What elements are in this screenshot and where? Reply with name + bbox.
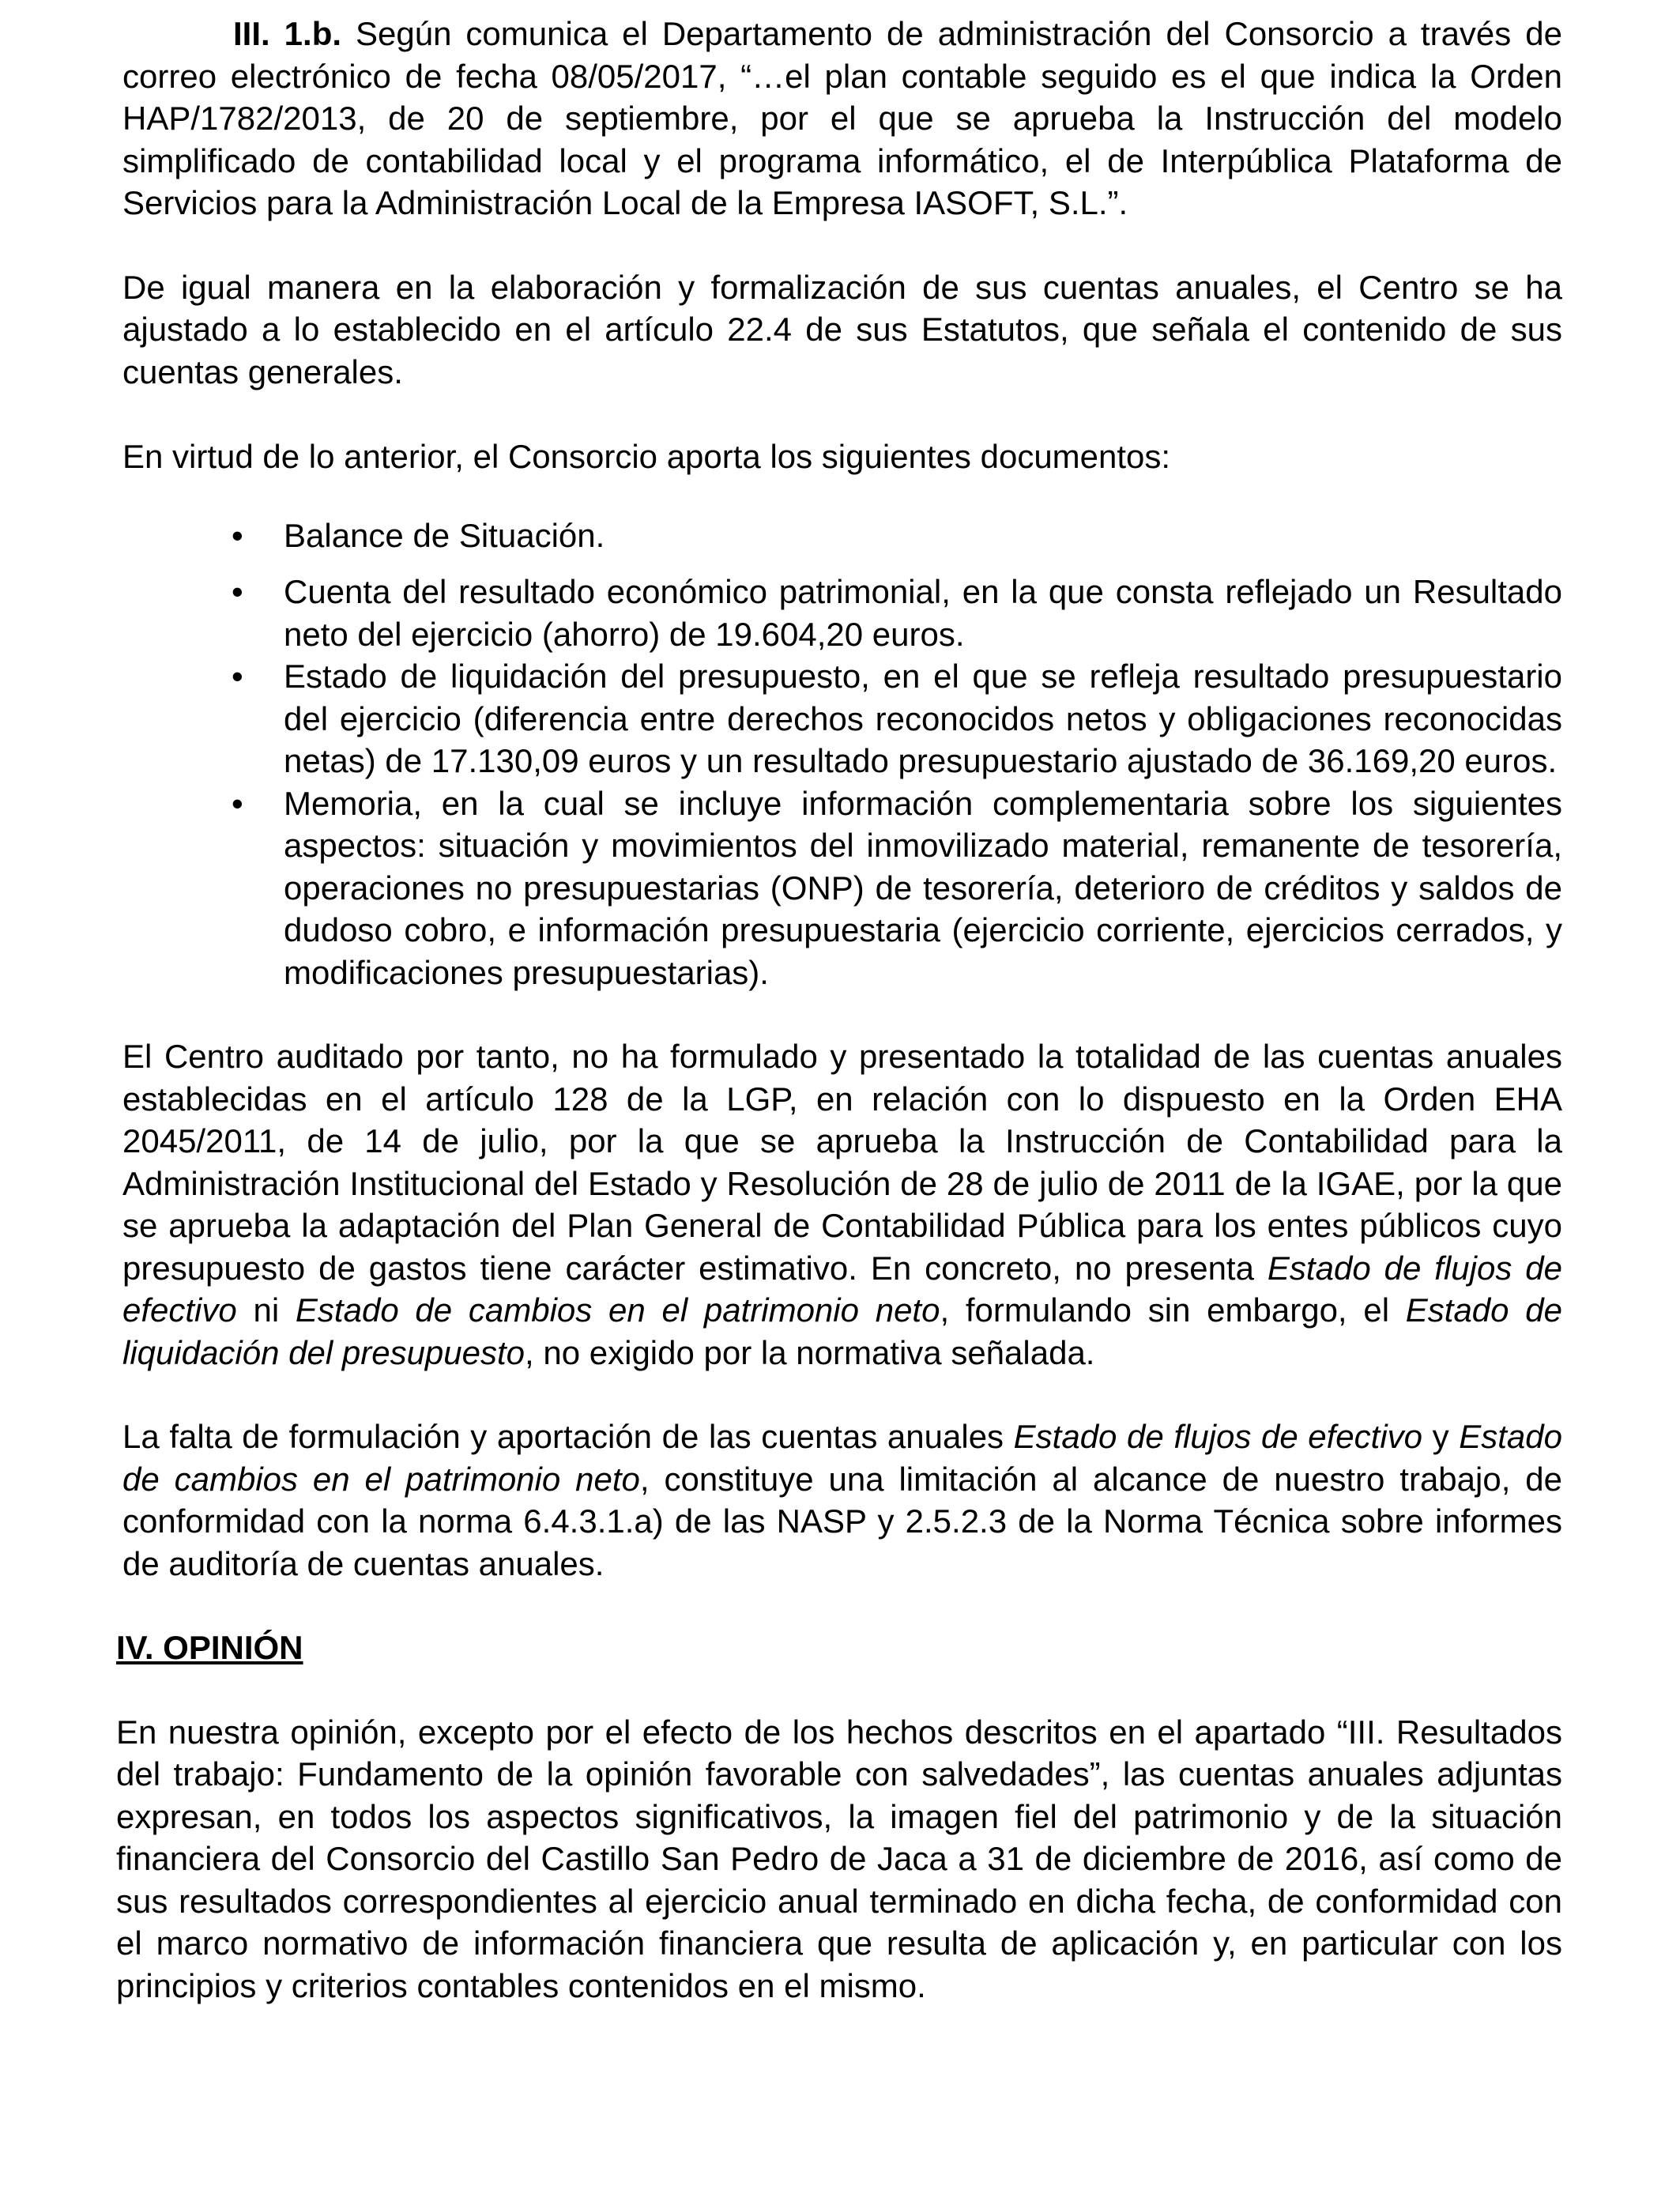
document-page (116, 13, 1563, 2007)
text-run: y (1422, 1418, 1460, 1455)
italic-run: Estado de flujos de efectivo (122, 1249, 1563, 1329)
list-item-text: Estado de liquidación del presupuesto, en el que se refleja resultado presupuestario del ejercicio (diferencia entre derechos reconocidos netos y obligaciones reconocidas netas) de 17.130,09 euros y un resultado presupuestario ajustado de 36.169,20 euros. (284, 658, 1562, 779)
bullet-icon: • (232, 516, 243, 554)
paragraph-falta (122, 1416, 1562, 1585)
text-run: , constituye una limitación al alcance de nuestro trabajo, de conformidad con la norma 6.4.3.1.a) de las NASP y 2.5.2.3 de la Norma Técnica sobre informes de auditoría de cuentas anuales. (122, 1460, 1562, 1582)
text-run: , formulando sin embargo, el (940, 1291, 1406, 1329)
paragraph-centro (122, 1035, 1562, 1374)
text-run: La falta de formulación y aportación de las cuentas anuales (122, 1418, 1014, 1455)
paragraph-opinion: En nuestra opinión, excepto por el efecto de los hechos descritos en el apartado “III. Resultados del trabajo: Fundamento de la opinión favorable con salvedades”, las cuentas anuales adjuntas expresan, en todos los aspectos significativos, la imagen fiel del patrimonio y de la situación financiera del Consorcio del Castillo San Pedro de Jaca a 31 de diciembre de 2016, así como de sus resultados correspondientes al ejercicio anual terminado en dicha fecha, de conformidad con el marco normativo de información financiera que resulta de aplicación y, en particular con los principios y criterios contables contenidos en el mismo. (116, 1713, 1562, 2004)
paragraph-iii-1b (122, 13, 1562, 224)
list-item-text: Memoria, en la cual se incluye información complementaria sobre los siguientes aspectos: situación y movimientos del inmovilizado material, remanente de tesorería, operaciones no presupuestarias (ONP) de tesorería, deterioro de créditos y saldos de dudoso cobro, e información presupuestaria (ejercicio corriente, ejercicios cerrados, y modificaciones presupuestarias). (284, 784, 1562, 991)
text-run: El Centro auditado por tanto, no ha formulado y presentado la totalidad de las cuentas anuales establecidas en el artículo 128 de la LGP, en relación con lo dispuesto en la Orden EHA 2045/2011, de 14 de julio, por la que se aprueba la Instrucción de Contabilidad para la Administración Institucional del Estado y Resolución de 28 de julio de 2011 de la IGAE, por la que se aprueba la adaptación del Plan General de Contabilidad Pública para los entes públicos cuyo presupuesto de gastos tiene carácter estimativo. En concreto, no presenta (122, 1038, 1562, 1287)
list-item (232, 782, 1562, 994)
list-item-text: Cuenta del resultado económico patrimonial, en la que consta reflejado un Resultado neto del ejercicio (ahorro) de 19.604,20 euros. (284, 573, 1562, 653)
list-item (232, 655, 1562, 782)
paragraph-documentos: En virtud de lo anterior, el Consorcio aporta los siguientes documentos: (122, 438, 1171, 475)
text-run: ni (236, 1291, 296, 1329)
paragraph-estatutos: De igual manera en la elaboración y formalización de sus cuentas anuales, el Centro se ha ajustado a lo establecido en el artículo 22.4 de sus Estatutos, que señala el contenido de sus cuentas generales. (122, 268, 1562, 390)
italic-run: Estado de liquidación del presupuesto (122, 1291, 1562, 1371)
italic-run: Estado de cambios en el patrimonio neto (295, 1291, 940, 1329)
list-item (232, 571, 1562, 655)
bullet-icon: • (232, 573, 243, 610)
list-item (232, 515, 1562, 557)
bullet-icon: • (232, 658, 243, 695)
italic-run: Estado de cambios en el patrimonio neto (122, 1418, 1562, 1498)
text-run: , no exigido por la normativa señalada. (525, 1333, 1095, 1371)
heading-opinion: IV. OPINIÓN (116, 1629, 303, 1666)
paragraph-iii-1b-text: Según comunica el Departamento de administración del Consorcio a través de correo electrónico de fecha 08/05/2017, “…el plan contable seguido es el que indica la Orden HAP/1782/2013, de 20 de septiembre, por el que se aprueba la Instrucción del modelo simplificado de contabilidad local y el programa informático, el de Interpública Plataforma de Servicios para la Administración Local de la Empresa IASOFT, S.L.”. (122, 15, 1562, 221)
list-item-text: Balance de Situación. (284, 516, 605, 554)
documents-list (122, 515, 1562, 994)
italic-run: Estado de flujos de efectivo (1013, 1418, 1423, 1455)
bullet-icon: • (232, 784, 243, 822)
section-label: III. 1.b. (233, 15, 342, 52)
